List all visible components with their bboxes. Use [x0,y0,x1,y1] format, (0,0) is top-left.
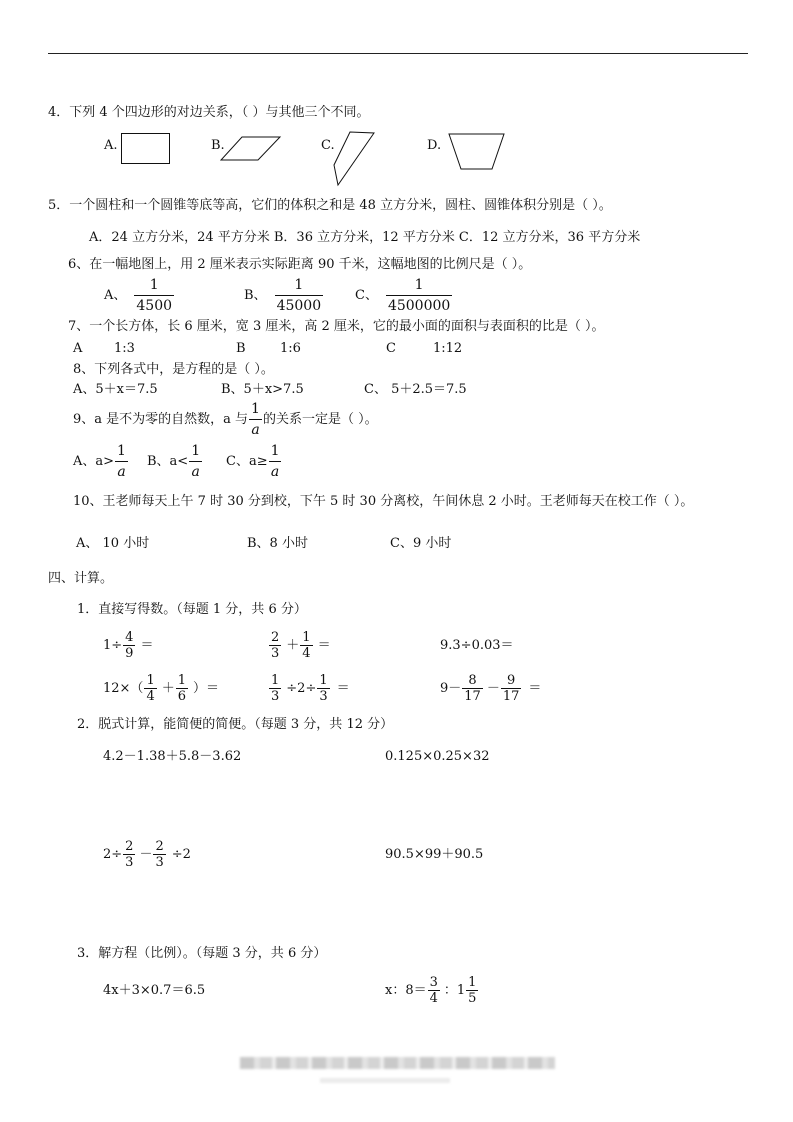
c1-e5-numerator-2: 1 [319,672,328,688]
c1-e4-pre: 12×（ [103,680,144,696]
c2-e3-fraction-2 [153,840,165,869]
c2-expr-1: 4.2－1.38＋5.8－3.62 [103,749,242,764]
c1-e4-denominator-1: 4 [146,688,155,704]
c2-e3-numerator-1: 2 [125,838,134,854]
q9-stem-denominator: a [249,419,261,437]
c1-expr-3: 9.3÷0.03＝ [440,638,514,653]
q6-stem: 6、在一幅地图上，用 2 厘米表示实际距离 90 千米，这幅地图的比例尺是（ ）。 [68,257,532,272]
c1-e6-numerator-1: 8 [468,672,477,688]
q9-stem [73,400,378,438]
q9-a-numerator: 1 [117,442,126,459]
c2-e3-fraction-1 [123,840,135,869]
q7-option-b-value: 1:6 [280,341,301,356]
q6-a-numerator: 1 [149,276,159,293]
q9-option-b [147,441,203,481]
c1-expr-1 [103,627,153,663]
q10-option-b: B、8 小时 [247,536,308,551]
c1-e4-numerator-2: 1 [177,672,187,688]
q7-option-a-value: 1:3 [114,341,135,356]
c1-e1-fraction [123,631,135,660]
q6-a-denominator: 4500 [134,295,174,313]
c3-e2-middle: ：1 [443,982,466,998]
c2-expr-2: 0.125×0.25×32 [385,749,490,764]
q6-b-denominator: 45000 [275,295,324,313]
c2-expr-3 [103,836,191,872]
c1-expr-6 [440,670,541,706]
c3-e2-mixed-denominator: 5 [468,990,477,1006]
c1-e6-numerator-2: 9 [506,672,516,688]
c1-e5-denominator-1: 3 [271,688,280,704]
q6-c-fraction [386,278,452,313]
c1-e1-numerator: 4 [125,629,134,645]
c1-e5-fraction-2 [317,674,329,703]
c1-e5-fraction-1 [269,674,281,703]
c1-e5-post: ＝ [336,680,350,696]
q6-option-a [104,276,175,314]
c1-expr-5 [268,670,350,706]
c2-e3-denominator-1: 3 [125,854,134,870]
q9-option-c [226,441,283,481]
c1-e2-numerator-1: 2 [271,629,280,645]
q4-option-c-label: C. [321,138,335,153]
q10-option-c: C、9 小时 [390,536,452,551]
q9-option-a-label: A、a> [73,453,115,469]
q4-stem: 4．下列 4 个四边形的对边关系，（ ）与其他三个不同。 [48,105,370,120]
c1-e4-post: ）＝ [193,680,220,696]
q6-b-numerator: 1 [294,276,304,293]
q6-option-b-label: B、 [244,287,267,303]
c1-e4-denominator-2: 6 [177,688,187,704]
q9-option-a [73,441,129,481]
parallelogram-shape [220,136,282,162]
q6-option-a-label: A、 [104,287,127,303]
part-2-title: 2．脱式计算，能简便的简便。（每题 3 分，共 12 分） [77,717,394,732]
c1-e6-denominator-1: 17 [464,688,481,704]
q6-option-c [355,276,453,314]
c1-e4-fraction-2 [176,674,188,703]
c2-e3-post: ÷2 [171,846,191,862]
c1-expr-4 [103,670,219,706]
q6-b-fraction [275,278,324,313]
q6-a-fraction [134,278,174,313]
q9-a-fraction [115,444,128,479]
c1-e2-numerator-2: 1 [302,629,311,645]
c1-e4-numerator-1: 1 [146,672,155,688]
c1-e1-denominator: 9 [125,645,134,661]
c3-e2-mixed-numerator: 1 [468,974,477,990]
c1-e6-pre: 9－ [440,680,462,696]
q9-stem-fraction [249,402,262,437]
c1-e4-operator: ＋ [161,680,175,696]
q8-option-b: B、5＋x>7.5 [221,382,304,397]
q4-option-a-label: A. [104,138,118,153]
q9-option-b-label: B、a< [147,453,189,469]
c1-e6-fraction-1 [462,674,483,703]
c1-e4-fraction-1 [144,674,156,703]
c3-e2-mixed-fraction [466,976,478,1005]
q9-c-numerator: 1 [270,442,280,459]
c1-e2-fraction-2 [300,631,312,660]
c3-e2-numerator: 3 [429,974,438,990]
blurred-footer-text [240,1057,555,1069]
q9-c-denominator: a [269,461,281,479]
q6-option-c-label: C、 [355,287,378,303]
c1-e2-post: ＝ [317,637,331,653]
q10-stem: 10、王老师每天上午 7 时 30 分到校，下午 5 时 30 分离校，午间休息 2 小时。王老师每天在校工作（ ）。 [73,494,694,509]
section-4-title: 四、计算。 [48,571,114,586]
rhombus-shape [330,130,376,188]
q4-option-b-label: B. [211,138,225,153]
header-rule [48,53,748,54]
c2-expr-4: 90.5×99＋90.5 [385,847,484,862]
q6-c-denominator: 4500000 [386,295,452,313]
c1-e5-denominator-2: 3 [319,688,328,704]
c1-e2-fraction-1 [269,631,281,660]
c1-e6-post: ＝ [528,680,542,696]
q5-options: A．24 立方分米，24 平方分米 B．36 立方分米，12 平方分米 C．12 立方分米，36 平方分米 [89,230,641,245]
c1-e2-denominator-1: 3 [271,645,280,661]
c1-e6-denominator-2: 17 [502,688,520,704]
q8-option-a: A、5＋x＝7.5 [73,382,158,397]
q5-stem: 5．一个圆柱和一个圆锥等底等高，它们的体积之和是 48 立方分米，圆柱、圆锥体积分别是（ ）。 [48,198,612,213]
c3-e2-fraction [428,976,440,1005]
c1-e2-operator: ＋ [286,637,300,653]
c3-e2-pre: x：8＝ [385,982,427,998]
c1-e6-fraction-2 [501,674,522,703]
part-1-title: 1．直接写得数。（每题 1 分，共 6 分） [77,602,307,617]
c3-e2-denominator: 4 [429,990,438,1006]
trapezoid-shape [448,133,506,171]
q7-option-a-label: A [73,341,83,356]
q7-option-b-label: B [236,341,246,356]
c3-equation-1: 4x＋3×0.7＝6.5 [103,983,206,998]
q4-option-d-label: D. [427,138,442,153]
c1-e1-pre: 1÷ [103,637,123,653]
q9-b-numerator: 1 [191,442,201,459]
c3-equation-2 [385,972,479,1008]
q9-option-c-label: C、a≥ [226,453,268,469]
c1-expr-2 [268,627,331,663]
rectangle-shape [121,133,170,164]
c1-e5-middle: ÷2÷ [286,680,317,696]
q6-option-b [244,276,324,314]
q8-stem: 8、下列各式中，是方程的是（ ）。 [73,362,274,377]
q7-option-c-label: C [386,341,396,356]
blurred-footer-subtext [320,1078,450,1083]
c2-e3-pre: 2÷ [103,846,123,862]
part-3-title: 3．解方程（比例）。（每题 3 分，共 6 分） [77,946,327,961]
c2-e3-operator: － [139,846,153,862]
q10-option-a: A、 10 小时 [76,536,150,551]
q9-stem-post: 的关系一定是（ ）。 [262,411,378,427]
q7-option-c-value: 1:12 [433,341,463,356]
q9-stem-numerator: 1 [251,400,260,417]
c2-e3-numerator-2: 2 [155,838,164,854]
q8-option-c: C、 5＋2.5＝7.5 [364,382,467,397]
c1-e6-operator: － [486,680,500,696]
q7-stem: 7、一个长方体，长 6 厘米，宽 3 厘米，高 2 厘米，它的最小面的面积与表面积的比是（ ）。 [68,319,605,334]
c1-e1-post: ＝ [140,637,154,653]
q9-c-fraction [269,444,282,479]
c2-e3-denominator-2: 3 [155,854,164,870]
q9-b-fraction [189,444,202,479]
q9-a-denominator: a [115,461,127,479]
q9-b-denominator: a [189,461,201,479]
c1-e2-denominator-2: 4 [302,645,311,661]
c1-e5-numerator-1: 1 [271,672,280,688]
q6-c-numerator: 1 [414,276,424,293]
q9-stem-pre: 9、a 是不为零的自然数，a 与 [73,411,249,427]
